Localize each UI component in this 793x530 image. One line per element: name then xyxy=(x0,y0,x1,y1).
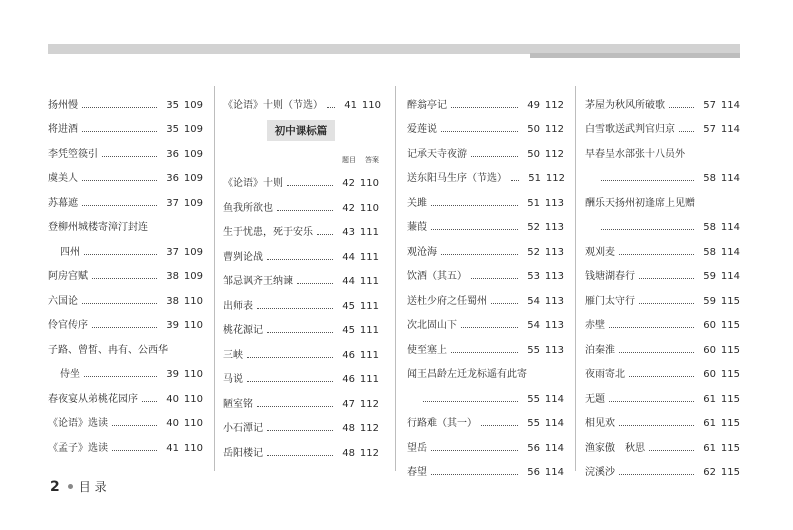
toc-entry[interactable] xyxy=(48,380,203,405)
toc-entry[interactable] xyxy=(223,165,379,190)
toc-entry-title: 四州 xyxy=(60,246,80,258)
dot-leader xyxy=(84,254,157,255)
answer-page-number: 110 xyxy=(183,418,203,429)
toc-entry-title: 蒹葭 xyxy=(407,222,427,233)
toc-entry[interactable] xyxy=(407,160,564,185)
question-page-number: 38 xyxy=(166,295,179,307)
toc-entry-title: 白雪歌送武判官归京 xyxy=(585,124,675,135)
question-page-number: 39 xyxy=(166,369,179,380)
question-page-number: 42 xyxy=(342,202,355,214)
toc-entry-title: 马说 xyxy=(223,374,243,385)
toc-entry[interactable] xyxy=(585,307,740,332)
answer-page-number: 113 xyxy=(544,271,564,282)
section-heading xyxy=(223,111,379,151)
toc-entry-title: 无题 xyxy=(585,393,605,405)
toc-entry-title: 出师表 xyxy=(223,300,253,312)
toc-entry[interactable] xyxy=(407,307,564,332)
toc-entry[interactable] xyxy=(223,434,379,459)
dot-leader xyxy=(431,229,518,230)
dot-leader xyxy=(639,303,694,304)
toc-entry-title: 泊秦淮 xyxy=(585,344,615,356)
toc-entry-title: 苏幕遮 xyxy=(48,197,78,209)
toc-entry[interactable] xyxy=(407,111,564,136)
answer-page-number: 112 xyxy=(359,398,379,410)
toc-entry-title: 记承天寺夜游 xyxy=(407,148,467,160)
question-page-number: 61 xyxy=(703,393,716,405)
question-page-number: 52 xyxy=(527,246,540,258)
dot-leader xyxy=(609,401,694,402)
answer-page-number: 110 xyxy=(359,202,379,214)
dot-leader xyxy=(82,205,157,206)
toc-entry-title: 《论语》十则 xyxy=(223,178,283,189)
column-header-question: 题目 xyxy=(342,155,356,164)
toc-entry[interactable] xyxy=(48,331,203,356)
dot-leader xyxy=(491,303,518,304)
toc-entry[interactable] xyxy=(585,380,740,405)
toc-entry[interactable] xyxy=(407,331,564,356)
column-header-answer: 答案 xyxy=(365,155,379,164)
answer-page-number: 109 xyxy=(183,271,203,282)
answer-page-number: 111 xyxy=(359,300,379,312)
question-page-number: 40 xyxy=(166,393,179,405)
dot-leader xyxy=(267,430,333,431)
question-page-number: 48 xyxy=(342,447,355,459)
question-page-number: 45 xyxy=(342,300,355,312)
question-page-number: 47 xyxy=(342,398,355,410)
toc-entry-title: 六国论 xyxy=(48,295,78,307)
toc-entry[interactable] xyxy=(223,238,379,263)
toc-entry-title: 侍坐 xyxy=(60,369,80,380)
answer-page-number: 115 xyxy=(720,467,740,478)
toc-entry[interactable] xyxy=(48,184,203,209)
dot-leader xyxy=(82,131,157,132)
dot-leader xyxy=(82,180,157,181)
toc-entry[interactable] xyxy=(407,356,564,381)
toc-entry[interactable] xyxy=(223,214,379,239)
toc-entry-title: 三峡 xyxy=(223,349,243,361)
question-page-number: 55 xyxy=(527,344,540,356)
toc-entry[interactable] xyxy=(407,405,564,430)
dot-leader xyxy=(471,278,518,279)
dot-leader xyxy=(112,450,157,451)
toc-entry-title: 茅屋为秋风所破歌 xyxy=(585,99,665,111)
answer-page-number: 111 xyxy=(359,227,379,238)
answer-page-number: 113 xyxy=(544,197,564,209)
toc-entry[interactable] xyxy=(585,111,740,136)
dot-leader xyxy=(471,156,518,157)
toc-entry-title: 小石潭记 xyxy=(223,423,263,434)
answer-page-number: 110 xyxy=(359,178,379,189)
answer-page-number: 110 xyxy=(183,295,203,307)
toc-entry[interactable] xyxy=(48,258,203,283)
dot-leader xyxy=(619,254,694,255)
toc-entry[interactable] xyxy=(48,405,203,430)
toc-entry-title: 陋室铭 xyxy=(223,398,253,410)
toc-entry[interactable] xyxy=(407,209,564,234)
answer-page-number: 112 xyxy=(544,124,564,135)
answer-page-number: 110 xyxy=(183,393,203,405)
answer-page-number: 109 xyxy=(183,99,203,111)
question-page-number: 58 xyxy=(703,246,716,258)
toc-entry-title: 春夜宴从弟桃花园序 xyxy=(48,393,138,405)
toc-entry[interactable] xyxy=(223,86,379,111)
question-page-number: 45 xyxy=(342,325,355,336)
dot-leader xyxy=(92,278,157,279)
toc-entry[interactable] xyxy=(585,160,740,185)
answer-page-number: 114 xyxy=(720,246,740,258)
dot-leader xyxy=(461,327,518,328)
dot-leader xyxy=(112,425,157,426)
toc-entry-title: 观沧海 xyxy=(407,246,437,258)
toc-entry-title: 将进酒 xyxy=(48,124,78,135)
toc-entry-title: 李凭箜篌引 xyxy=(48,148,98,160)
dot-leader xyxy=(267,455,333,456)
answer-page-number: 113 xyxy=(544,222,564,233)
answer-page-number: 110 xyxy=(183,369,203,380)
question-page-number: 55 xyxy=(527,418,540,429)
question-page-number: 41 xyxy=(166,442,179,454)
dot-leader xyxy=(431,450,518,451)
dot-leader xyxy=(247,381,333,382)
dot-leader xyxy=(669,107,694,108)
toc-entry[interactable] xyxy=(585,356,740,381)
toc-entry[interactable] xyxy=(407,429,564,454)
answer-page-number: 113 xyxy=(544,295,564,307)
answer-page-number: 109 xyxy=(183,173,203,184)
question-page-number: 42 xyxy=(342,178,355,189)
toc-column-3 xyxy=(407,86,564,478)
answer-page-number: 109 xyxy=(183,148,203,160)
answer-page-number: 112 xyxy=(544,99,564,111)
toc-entry[interactable] xyxy=(223,287,379,312)
dot-leader xyxy=(451,107,518,108)
toc-entry[interactable] xyxy=(223,385,379,410)
toc-entry[interactable] xyxy=(585,454,740,479)
answer-page-number: 115 xyxy=(720,393,740,405)
toc-entry-title: 行路难（其一） xyxy=(407,418,477,429)
toc-entry[interactable] xyxy=(585,258,740,283)
toc-entry-title: 相见欢 xyxy=(585,418,615,429)
toc-entry[interactable] xyxy=(407,135,564,160)
toc-entry[interactable] xyxy=(585,331,740,356)
question-page-number: 46 xyxy=(342,349,355,361)
toc-entry-title: 曹刿论战 xyxy=(223,251,263,263)
toc-entry-title: 早春呈水部张十八员外 xyxy=(585,148,685,160)
toc-entry-title: 关雎 xyxy=(407,197,427,209)
answer-page-number: 114 xyxy=(720,124,740,135)
answer-page-number: 115 xyxy=(720,418,740,429)
column-divider xyxy=(575,86,576,471)
column-divider xyxy=(395,86,396,471)
toc-entry-title: 《论语》十则（节选） xyxy=(223,99,323,111)
answer-page-number: 110 xyxy=(183,442,203,454)
toc-entry-title: 爱莲说 xyxy=(407,124,437,135)
question-page-number: 52 xyxy=(527,222,540,233)
question-page-number: 60 xyxy=(703,369,716,380)
question-page-number: 57 xyxy=(703,99,716,111)
dot-leader xyxy=(297,283,333,284)
answer-page-number: 112 xyxy=(359,423,379,434)
answer-page-number: 111 xyxy=(359,374,379,385)
dot-leader xyxy=(601,180,694,181)
toc-entry[interactable] xyxy=(223,410,379,435)
toc-entry-title: 送东阳马生序（节选） xyxy=(407,173,507,184)
question-page-number: 37 xyxy=(166,197,179,209)
question-page-number: 51 xyxy=(528,173,541,184)
toc-entry-title: 使至塞上 xyxy=(407,344,447,356)
dot-leader xyxy=(441,131,518,132)
toc-entry[interactable] xyxy=(48,135,203,160)
column-divider xyxy=(214,86,215,471)
toc-entry[interactable] xyxy=(585,209,740,234)
dot-leader xyxy=(619,474,694,475)
toc-column-2 xyxy=(223,86,379,459)
dot-leader xyxy=(84,376,157,377)
question-page-number: 59 xyxy=(703,271,716,282)
toc-entry[interactable] xyxy=(223,189,379,214)
answer-page-number: 113 xyxy=(544,246,564,258)
toc-entry-title: 醉翁亭记 xyxy=(407,99,447,111)
question-page-number: 57 xyxy=(703,124,716,135)
dot-leader xyxy=(619,352,694,353)
toc-entry-title: 伶官传序 xyxy=(48,320,88,331)
toc-entry[interactable] xyxy=(407,454,564,479)
column-headers xyxy=(223,151,379,165)
toc-entry[interactable] xyxy=(223,336,379,361)
toc-entry-title: 生于忧患，死于安乐 xyxy=(223,227,313,238)
dot-leader xyxy=(277,210,333,211)
dot-leader xyxy=(287,185,333,186)
toc-entry[interactable] xyxy=(407,258,564,283)
toc-entry-title: 望岳 xyxy=(407,442,427,454)
question-page-number: 39 xyxy=(166,320,179,331)
toc-entry[interactable] xyxy=(407,233,564,258)
dot-leader xyxy=(82,303,157,304)
question-page-number: 51 xyxy=(527,197,540,209)
toc-entry-title: 桃花源记 xyxy=(223,325,263,336)
answer-page-number: 115 xyxy=(720,369,740,380)
answer-page-number: 115 xyxy=(720,344,740,356)
question-page-number: 54 xyxy=(527,320,540,331)
toc-entry[interactable] xyxy=(48,86,203,111)
toc-entry-title: 邹忌讽齐王纳谏 xyxy=(223,276,293,287)
toc-entry-title: 雁门太守行 xyxy=(585,295,635,307)
question-page-number: 37 xyxy=(166,246,179,258)
dot-leader xyxy=(609,327,694,328)
toc-entry[interactable] xyxy=(585,282,740,307)
question-page-number: 61 xyxy=(703,442,716,454)
question-page-number: 41 xyxy=(344,99,357,111)
question-page-number: 36 xyxy=(166,173,179,184)
toc-entry-title: 酬乐天扬州初逢席上见赠 xyxy=(585,197,695,209)
toc-entry[interactable] xyxy=(48,307,203,332)
question-page-number: 58 xyxy=(703,173,716,184)
toc-entry-title: 闻王昌龄左迁龙标遥有此寄 xyxy=(407,369,527,380)
page-footer xyxy=(50,478,107,495)
toc-entry[interactable] xyxy=(585,429,740,454)
question-page-number: 54 xyxy=(527,295,540,307)
answer-page-number: 113 xyxy=(544,320,564,331)
section-title: 初中课标篇 xyxy=(267,120,336,141)
question-page-number: 44 xyxy=(342,251,355,263)
toc-entry[interactable] xyxy=(48,282,203,307)
answer-page-number: 115 xyxy=(720,295,740,307)
toc-entry-title: 浣溪沙 xyxy=(585,467,615,478)
bullet-icon xyxy=(68,484,73,489)
answer-page-number: 109 xyxy=(183,197,203,209)
toc-entry[interactable] xyxy=(48,111,203,136)
dot-leader xyxy=(451,352,518,353)
toc-entry-title: 鱼我所欲也 xyxy=(223,202,273,214)
dot-leader xyxy=(267,259,333,260)
answer-page-number: 114 xyxy=(544,418,564,429)
question-page-number: 56 xyxy=(527,442,540,454)
toc-entry-title: 送杜少府之任蜀州 xyxy=(407,295,487,307)
answer-page-number: 112 xyxy=(545,173,565,184)
page-number: 2 xyxy=(50,478,60,495)
dot-leader xyxy=(649,450,694,451)
question-page-number: 50 xyxy=(527,148,540,160)
toc-entry-title: 赤壁 xyxy=(585,320,605,331)
toc-entry-title: 岳阳楼记 xyxy=(223,447,263,459)
question-page-number: 60 xyxy=(703,320,716,331)
answer-page-number: 109 xyxy=(183,124,203,135)
answer-page-number: 112 xyxy=(544,148,564,160)
toc-entry-title: 子路、曾皙、冉有、公西华 xyxy=(48,344,168,356)
question-page-number: 50 xyxy=(527,124,540,135)
answer-page-number: 111 xyxy=(359,276,379,287)
toc-entry[interactable] xyxy=(585,135,740,160)
answer-page-number: 114 xyxy=(720,271,740,282)
toc-entry-title: 《论语》选读 xyxy=(48,418,108,429)
dot-leader xyxy=(257,406,333,407)
toc-entry[interactable] xyxy=(407,184,564,209)
answer-page-number: 114 xyxy=(720,222,740,233)
question-page-number: 58 xyxy=(703,222,716,233)
header-bar-accent xyxy=(530,53,740,58)
answer-page-number: 112 xyxy=(359,447,379,459)
toc-entry-title: 登柳州城楼寄漳汀封连 xyxy=(48,222,148,233)
toc-entry[interactable] xyxy=(407,380,564,405)
answer-page-number: 115 xyxy=(720,442,740,454)
toc-entry[interactable] xyxy=(48,209,203,234)
dot-leader xyxy=(247,357,333,358)
toc-entry[interactable] xyxy=(585,405,740,430)
toc-entry-title: 渔家傲 秋思 xyxy=(585,442,645,454)
toc-entry[interactable] xyxy=(585,233,740,258)
toc-entry[interactable] xyxy=(48,160,203,185)
answer-page-number: 110 xyxy=(361,99,381,111)
toc-entry-title: 扬州慢 xyxy=(48,99,78,111)
toc-entry[interactable] xyxy=(223,361,379,386)
toc-entry-title: 钱塘湖春行 xyxy=(585,271,635,282)
toc-entry[interactable] xyxy=(223,312,379,337)
dot-leader xyxy=(257,308,333,309)
dot-leader xyxy=(619,425,694,426)
question-page-number: 46 xyxy=(342,374,355,385)
toc-entry-title: 虞美人 xyxy=(48,173,78,184)
dot-leader xyxy=(511,180,519,181)
dot-leader xyxy=(423,401,518,402)
answer-page-number: 111 xyxy=(359,251,379,263)
dot-leader xyxy=(431,474,518,475)
question-page-number: 53 xyxy=(527,271,540,282)
toc-column-1 xyxy=(48,86,203,454)
dot-leader xyxy=(142,401,157,402)
toc-entry[interactable] xyxy=(407,86,564,111)
toc-entry-title: 春望 xyxy=(407,467,427,478)
dot-leader xyxy=(481,425,518,426)
toc-entry[interactable] xyxy=(48,233,203,258)
question-page-number: 35 xyxy=(166,99,179,111)
dot-leader xyxy=(431,205,518,206)
question-page-number: 38 xyxy=(166,271,179,282)
toc-entry[interactable] xyxy=(585,184,740,209)
question-page-number: 36 xyxy=(166,148,179,160)
footer-label: 目 录 xyxy=(78,480,107,494)
answer-page-number: 114 xyxy=(720,173,740,184)
answer-page-number: 111 xyxy=(359,349,379,361)
toc-entry-title: 观刈麦 xyxy=(585,246,615,258)
question-page-number: 35 xyxy=(166,124,179,135)
question-page-number: 49 xyxy=(527,99,540,111)
question-page-number: 60 xyxy=(703,344,716,356)
dot-leader xyxy=(267,332,333,333)
answer-page-number: 111 xyxy=(359,325,379,336)
dot-leader xyxy=(601,229,694,230)
toc-entry-title: 饮酒（其五） xyxy=(407,271,467,282)
toc-entry[interactable] xyxy=(585,86,740,111)
question-page-number: 59 xyxy=(703,295,716,307)
dot-leader xyxy=(679,131,694,132)
dot-leader xyxy=(102,156,157,157)
question-page-number: 56 xyxy=(527,467,540,478)
toc-entry[interactable] xyxy=(48,429,203,454)
dot-leader xyxy=(327,107,335,108)
question-page-number: 55 xyxy=(527,393,540,405)
dot-leader xyxy=(441,254,518,255)
toc-entry-title: 次北固山下 xyxy=(407,320,457,331)
question-page-number: 61 xyxy=(703,418,716,429)
question-page-number: 48 xyxy=(342,423,355,434)
answer-page-number: 114 xyxy=(544,467,564,478)
dot-leader xyxy=(82,107,157,108)
answer-page-number: 114 xyxy=(720,99,740,111)
question-page-number: 43 xyxy=(342,227,355,238)
dot-leader xyxy=(317,234,333,235)
answer-page-number: 113 xyxy=(544,344,564,356)
dot-leader xyxy=(92,327,157,328)
question-page-number: 62 xyxy=(703,467,716,478)
toc-entry-title: 夜雨寄北 xyxy=(585,369,625,380)
toc-column-4 xyxy=(585,86,740,478)
question-page-number: 44 xyxy=(342,276,355,287)
dot-leader xyxy=(629,376,694,377)
toc-entry-title: 阿房宫赋 xyxy=(48,271,88,282)
toc-entry[interactable] xyxy=(407,282,564,307)
toc-entry-title: 《孟子》选读 xyxy=(48,442,108,454)
answer-page-number: 114 xyxy=(544,442,564,454)
answer-page-number: 114 xyxy=(544,393,564,405)
toc-entry[interactable] xyxy=(48,356,203,381)
dot-leader xyxy=(639,278,694,279)
toc-entry[interactable] xyxy=(223,263,379,288)
answer-page-number: 115 xyxy=(720,320,740,331)
answer-page-number: 109 xyxy=(183,246,203,258)
answer-page-number: 110 xyxy=(183,320,203,331)
question-page-number: 40 xyxy=(166,418,179,429)
